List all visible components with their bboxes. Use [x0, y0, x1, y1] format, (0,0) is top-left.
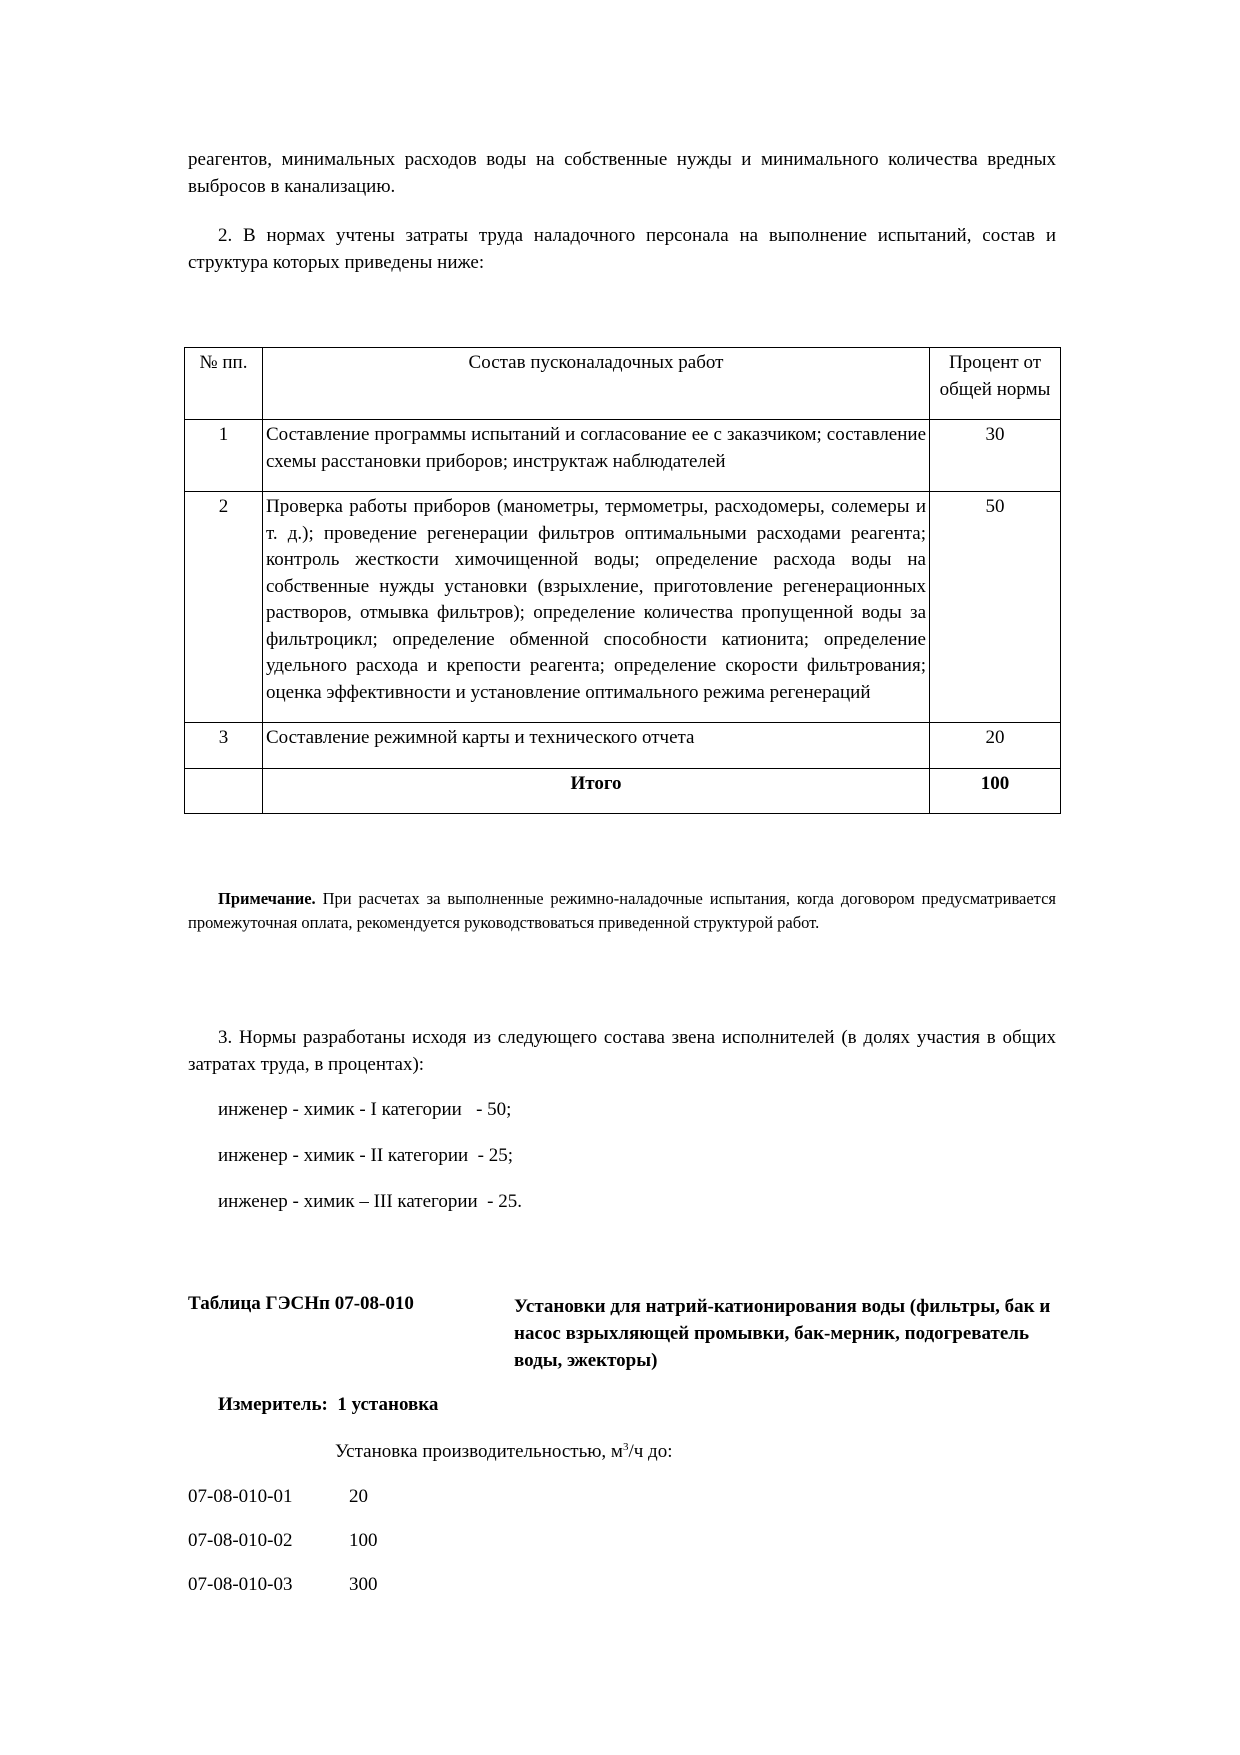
table-row [185, 723, 1061, 769]
gesn-row-value: 100 [349, 1530, 378, 1551]
row-number: 1 [185, 420, 263, 492]
point-3-text: 3. Нормы разработаны исходя из следующего состава звена исполнителей (в долях участия в общих затратах труда, в процентах): [188, 1027, 1056, 1075]
total-empty-cell [185, 768, 263, 814]
staff-item: инженер - химик – III категории - 25. [218, 1191, 522, 1212]
gesn-measure: Измеритель: 1 установка [218, 1394, 439, 1415]
total-percent: 100 [930, 768, 1061, 814]
table-header-row [185, 348, 1061, 420]
header-percent: Процент от общей нормы [930, 348, 1061, 420]
intro-continuation: реагентов, минимальных расходов воды на собственные нужды и минимального количества вредных выбросов в канализацию. [188, 149, 1056, 197]
capacity-label [335, 1441, 672, 1463]
note-paragraph [188, 887, 1056, 935]
table-row [185, 492, 1061, 723]
works-structure-table [184, 347, 1061, 814]
table-total-row [185, 768, 1061, 814]
table-row [185, 420, 1061, 492]
capacity-label-superscript: 3 [622, 1441, 629, 1453]
staff-item: инженер - химик - I категории - 50; [218, 1099, 512, 1120]
gesn-table-title: Таблица ГЭСНп 07-08-010 [188, 1293, 414, 1314]
note-label: Примечание. [218, 889, 316, 908]
header-composition: Состав пусконаладочных работ [263, 348, 930, 420]
row-text: Составление программы испытаний и согласование ее с заказчиком; составление схемы расстановки приборов; инструктаж наблюдателей [263, 420, 930, 492]
gesn-row-code: 07-08-010-03 [188, 1574, 293, 1595]
row-number: 3 [185, 723, 263, 769]
row-text: Составление режимной карты и технического отчета [263, 723, 930, 769]
gesn-row-value: 300 [349, 1574, 378, 1595]
row-percent: 30 [930, 420, 1061, 492]
capacity-label-unit: /ч до: [628, 1441, 673, 1462]
row-percent: 20 [930, 723, 1061, 769]
staff-item: инженер - химик - II категории - 25; [218, 1145, 514, 1166]
intro-point-2: 2. В нормах учтены затраты труда наладочного персонала на выполнение испытаний, состав и структура которых приведены ниже: [188, 225, 1056, 273]
row-percent: 50 [930, 492, 1061, 723]
row-number: 2 [185, 492, 263, 723]
header-number: № пп. [185, 348, 263, 420]
capacity-label-text: Установка производительностью, м [335, 1441, 623, 1462]
total-label: Итого [263, 768, 930, 814]
gesn-row-value: 20 [349, 1486, 368, 1507]
gesn-row-code: 07-08-010-01 [188, 1486, 293, 1507]
note-text: При расчетах за выполненные режимно-наладочные испытания, когда договором предусматривается промежуточная оплата, рекомендуется руководствоваться приведенной структурой работ. [188, 889, 1056, 932]
row-text: Проверка работы приборов (манометры, термометры, расходомеры, солемеры и т. д.); проведение регенерации фильтров оптимальными расходами реагента; контроль жесткости химочищенной воды; определение расхода воды на собственные нужды установки (взрыхление, приготовление регенерационных растворов, отмывка фильтров); определение количества пропущенной воды за фильтроцикл; определение обменной способности катионита; определение удельного расхода и крепости реагента; определение скорости фильтрования; оценка эффективности и установление оптимального режима регенераций [263, 492, 930, 723]
gesn-table-description: Установки для натрий-катионирования воды (фильтры, бак и насос взрыхляющей промывки, бак-мерник, подогреватель воды, эжекторы) [514, 1296, 1051, 1371]
gesn-row-code: 07-08-010-02 [188, 1530, 293, 1551]
